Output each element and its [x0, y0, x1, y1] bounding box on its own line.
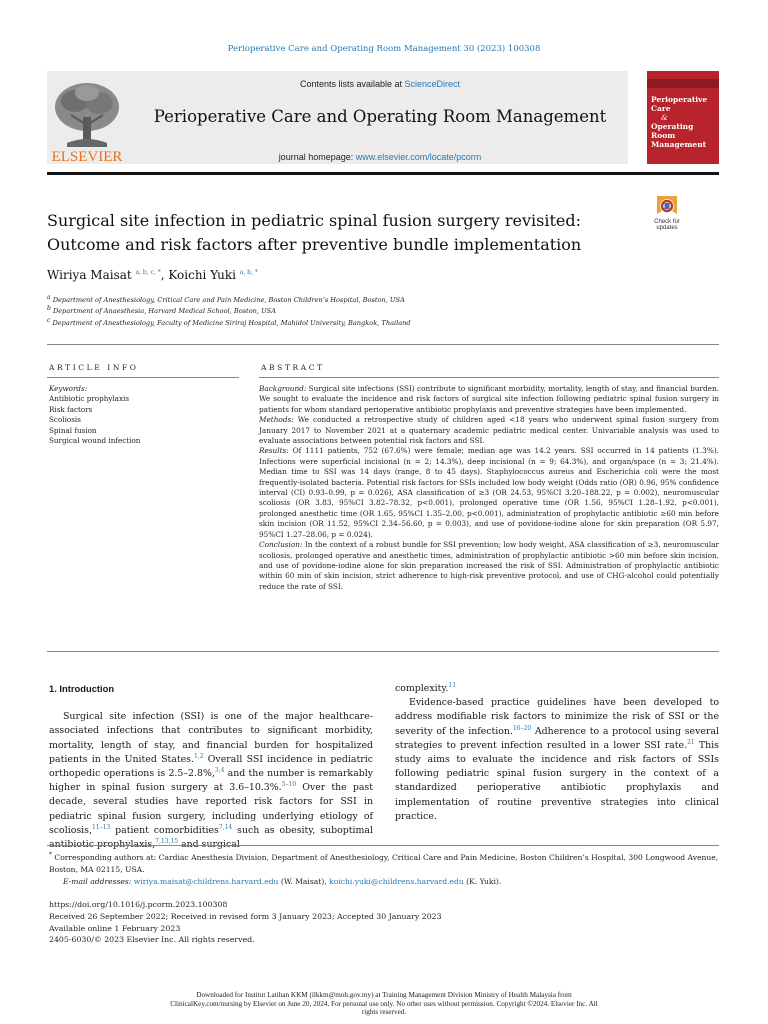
corresponding-author-footnote	[49, 852, 719, 887]
corresponding-address: * Corresponding authors at: Cardiac Anesthesia Division, Department of Anesthesiology, Critical Care and Pain Medicine, Boston Children’s Hospital, 300 Longwood Avenue, Boston, MA 02115, USA.	[49, 851, 719, 874]
citation-link[interactable]: 3,4	[214, 766, 225, 774]
available-online: Available online 1 February 2023	[49, 923, 181, 933]
sciencedirect-link[interactable]: ScienceDirect	[404, 79, 461, 89]
journal-reference[interactable]: Perioperative Care and Operating Room Management 30 (2023) 100308	[227, 44, 541, 54]
journal-homepage: journal homepage: www.elsevier.com/locate/pcorm	[278, 152, 482, 162]
author-name[interactable]: Wiriya Maisat	[47, 268, 132, 282]
email-line: E-mail addresses: wiriya.maisat@childrens.harvard.edu (W. Maisat), koichi.yuki@childrens.harvard.edu (K. Yuki).	[63, 876, 502, 886]
citation-link[interactable]: 21	[687, 738, 695, 746]
article-info-heading: ARTICLE INFO	[49, 363, 139, 372]
download-notice: Downloaded for Institut Latihan KKM (ilkkm@moh.gov.my) at Training Management Division Ministry of Health Malaysia from ClinicalKey.com/nursing by Elsevier on June 20, 2024. For personal use only. No other uses without permission. Copyright ©2024. Elsevier Inc. All rights reserved.	[170, 991, 598, 1017]
journal-title: Perioperative Care and Operating Room Management	[153, 107, 607, 126]
body-column-right	[395, 682, 719, 824]
section-heading: 1. Introduction	[49, 683, 115, 694]
body-paragraph: Evidence-based practice guidelines have been developed to address modifiable risk factors to minimize the risk of SSI or the severity of the infection.$^{16-20}$ Adherence to a protocol using several strategies to prevent infection resulted in a lower SSI rate.$^{21}$ This study aims to evaluate the incidence and risk factors of SSIs following pediatric spinal fusion surgery in the context of a standardized perioperative antibiotic prophylaxis and implementation of routine preventive strategies into clinical practice.	[395, 697, 719, 822]
affiliation: $^a$ Department of Anesthesiology, Critical Care and Pain Medicine, Boston Children’s Hospital, Boston, USA	[47, 293, 405, 304]
crossmark-label-1: Check for	[654, 219, 680, 225]
abstract-results: Results: Of 1111 patients, 752 (67.6%) were female; median age was 14.2 years. SSI occurred in 14 patients (1.3%). Infections were superficial incisional (n = 2; 14.3%), deep incisional (n = 9; 64.3%), and organ/space (n = 3; 21.4%). Median time to SSI was 14 days (range, 8 to 45 days). Staphylococcus aureus and Escherichia coli were the most frequently-isolated bacteria. Potential risk factors for SSIs included low body weight (Odds ratio (OR) 0.96, 95% confidence interval (CI) 0.93–0.99, p = 0.026), ASA classification of ≥3 (OR 24.53, 95%CI 3.20–188.22, p = 0.002), neuromuscular scoliosis (OR 3.83, 95%CI 3.82–78.32, p<0.001), prolonged operative time (OR 1.56, 95%CI 1.28–1.92, p<0.001), prolonged anesthetic time (OR 1.65, 95%CI 1.35–2.00, p<0.001), administration of prophylactic antibiotic ≥60 min before skin incision (OR 11.52, 95%CI 2.34–56.60, p = 0.003), and use of povidone-iodine alone for skin preparation (OR 5.97, 95%CI 1.27–28.06, p = 0.024).	[259, 446, 719, 539]
homepage-link[interactable]: www.elsevier.com/locate/pcorm	[355, 152, 482, 162]
cover-band	[647, 79, 719, 88]
article-info-rule	[47, 377, 239, 378]
keyword: Risk factors	[49, 404, 93, 414]
publication-history	[49, 911, 442, 946]
affiliation: $^c$ Department of Anesthesiology, Faculty of Medicine Siriraj Hospital, Mahidol University, Bangkok, Thailand	[47, 316, 411, 327]
keywords-label: Keywords:	[49, 384, 88, 393]
abstract-heading: ABSTRACT	[261, 363, 325, 372]
keyword: Antibiotic prophylaxis	[49, 394, 130, 404]
body-paragraph-continued: complexity.$^{11}$	[395, 681, 457, 694]
body-paragraph: Surgical site infection (SSI) is one of the major healthcare-associated infections that contributes to significant morbidity, mortality, length of stay, and financial burden for hospitalized patients in the United States.$^{1,2}$ Overall SSI incidence in pediatric orthopedic operations is 2.5–2.8%,$^{3,4}$ and the number is remarkably higher in spinal fusion surgery at 3.6–10.3%.$^{5-10}$ Over the past decade, several studies have reported risk factors for SSI in pediatric spinal fusion surgery, including underlying etiology of scoliosis,$^{11-13}$ patient comorbidities$^{7,14}$ such as obesity, suboptimal $^{7,13,15}$	[49, 711, 373, 845]
copyright-line: 2405-6030/© 2023 Elsevier Inc. All rights reserved.	[49, 935, 255, 944]
doi-link[interactable]: https://doi.org/10.1016/j.pcorm.2023.100308	[49, 900, 228, 909]
citation-link[interactable]: 7,14	[218, 823, 233, 831]
abstract-text	[259, 384, 719, 592]
body-rule	[47, 651, 719, 652]
section-rule	[47, 344, 719, 345]
body-column-left	[49, 682, 373, 852]
abstract-conclusion: Conclusion: In the context of a robust bundle for SSI prevention; low body weight, ASA classification of ≥3, neuromuscular scoliosis, prolonged operative and anesthetic times, administration of prophylactic antibiotic >60 min before skin incision, and use of povidone-iodine alone for skin preparation increased the risk of SSI. Administration of prophylactic antibiotic within 60 min of skin incision, strict adherence to high-risk preventive protocol, and use of CHG-alcohol could potentially reduce the rate of SSI.	[259, 540, 719, 591]
keyword: Spinal fusion	[49, 425, 97, 435]
cover-title: Perioperative Care & Operating Room Management	[651, 95, 708, 149]
affiliation: $^b$ Department of Anaesthesia, Harvard Medical School, Boston, USA	[47, 304, 276, 315]
keyword: Scoliosis	[49, 415, 81, 425]
article-title: Surgical site infection in pediatric spinal fusion surgery revisited: Outcome and risk factors after preventive bundle implementation	[47, 211, 582, 254]
received-dates: Received 26 September 2022; Received in revised form 3 January 2023; Accepted 30 January 2023	[49, 912, 442, 921]
abstract-methods: Methods: We conducted a retrospective study of children aged <18 years who underwent spinal fusion surgery from January 2017 to November 2021 at a quaternary academic pediatric medical center. Univariable analysis was used to evaluate associations between potential risk factors and SSI.	[259, 415, 719, 446]
elsevier-wordmark: ELSEVIER	[51, 149, 123, 163]
citation-link[interactable]: 11–13	[91, 823, 111, 831]
citation-link[interactable]: 1,2	[193, 752, 204, 760]
citation-link[interactable]: 11	[448, 681, 457, 689]
check-for-updates-button[interactable]	[647, 192, 687, 232]
keyword: Surgical wound infection	[49, 436, 141, 446]
keywords-list	[49, 384, 239, 446]
contents-availability: Contents lists available at ScienceDirect	[299, 79, 461, 89]
email-link[interactable]: koichi.yuki@childrens.harvard.edu	[329, 876, 464, 886]
citation-link[interactable]: 5–10	[281, 781, 297, 789]
footnote-rule	[47, 845, 719, 846]
email-link[interactable]: wiriya.maisat@childrens.harvard.edu	[133, 876, 279, 886]
elsevier-logo[interactable]	[47, 79, 127, 163]
header-rule	[47, 172, 719, 175]
author-list: Wiriya Maisat $^{a, b, c, *}$, Koichi Yuki $^{a, b, *}$	[47, 268, 258, 282]
abstract-rule	[259, 377, 719, 378]
author-name[interactable]: Koichi Yuki	[168, 268, 236, 282]
author-affiliation-marks[interactable]: a, b, *	[239, 269, 258, 276]
citation-link[interactable]: 16–20	[512, 724, 532, 732]
tree-icon	[47, 79, 127, 163]
journal-cover[interactable]	[647, 71, 719, 164]
crossmark-label-2: updates	[656, 225, 678, 231]
citation-link[interactable]: 7,13,15	[155, 837, 179, 845]
author-affiliation-marks[interactable]: a, b, c, *	[135, 269, 161, 276]
abstract-background: Background: Surgical site infections (SSI) contribute to significant morbidity, mortality, length of stay, and financial burden. We sought to evaluate the incidence and risk factors of surgical site infection following pediatric spinal fusion surgery in patients for whom standard perioperative antibiotic prophylaxis and preventive strategies have been implemented.	[259, 384, 719, 414]
crossmark-icon	[647, 192, 687, 232]
